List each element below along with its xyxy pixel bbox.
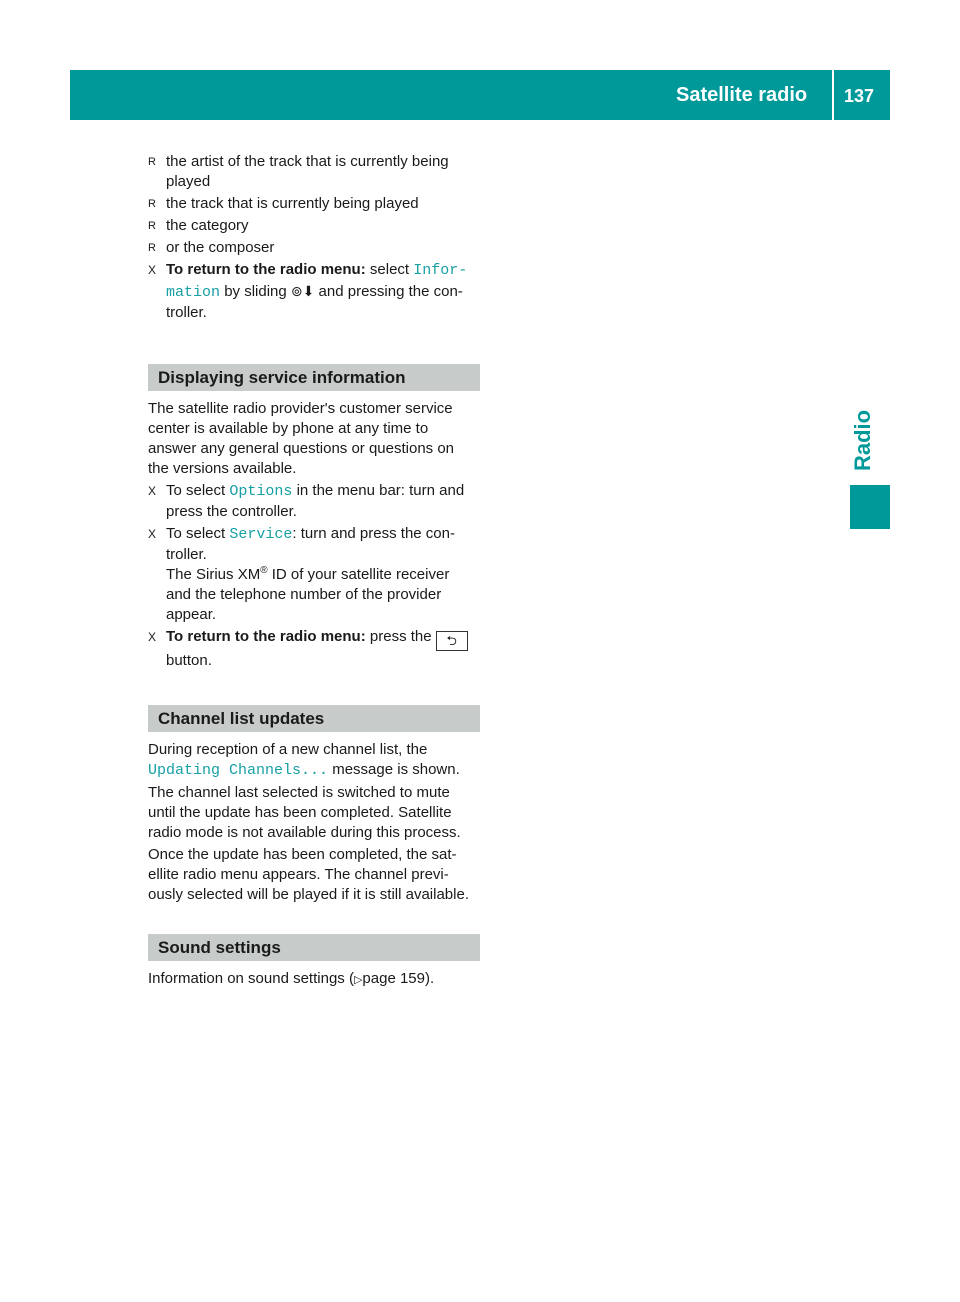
- step-text: troller.: [166, 546, 207, 563]
- side-tab-label: Radio: [850, 409, 875, 471]
- step-text: troller.: [166, 304, 207, 321]
- display-message-code: Updating Channels...: [148, 762, 329, 779]
- controller-slide-icon: ⊚⬇: [290, 283, 315, 299]
- step-return-to-radio-menu: [148, 627, 480, 671]
- paragraph-line: answer any general questions or questions on: [148, 440, 455, 457]
- list-item-text: played: [166, 173, 211, 190]
- menu-item-code: Options: [229, 483, 293, 500]
- step-text: button.: [166, 652, 212, 669]
- step-text: select: [369, 261, 410, 278]
- list-item: [148, 194, 480, 214]
- paragraph-line: ously selected will be played if it is still available.: [148, 886, 469, 903]
- step-text: The Sirius XM: [166, 566, 261, 583]
- paragraph: [148, 783, 480, 843]
- paragraph-line: until the update has been completed. Satellite: [148, 804, 452, 821]
- page-title: Satellite radio: [676, 84, 808, 106]
- menu-item-code: Service: [229, 526, 293, 543]
- menu-item-code: mation: [166, 284, 221, 301]
- paragraph-line: the versions available.: [148, 460, 297, 477]
- paragraph-line: radio mode is not available during this process.: [148, 824, 461, 841]
- section-sound-settings: [148, 934, 480, 992]
- step-select-service: [148, 524, 480, 625]
- step-text: by sliding: [224, 283, 287, 300]
- step-text: ID of your satellite receiver: [271, 566, 450, 583]
- section-heading: Channel list updates: [148, 705, 480, 732]
- registered-mark: ®: [260, 565, 268, 576]
- step-text: press the: [369, 628, 432, 645]
- step-text: appear.: [166, 606, 217, 623]
- step-text: and the telephone number of the provider: [166, 586, 442, 603]
- paragraph-line: The channel last selected is switched to mute: [148, 784, 450, 801]
- bullet-icon: R: [148, 220, 156, 232]
- step-text: To select: [166, 525, 226, 542]
- step-text: : turn and press the con-: [292, 525, 455, 542]
- section-channel-list-updates: [148, 705, 480, 907]
- page-reference-arrow-icon: ▷: [353, 974, 363, 986]
- step-arrow-icon: X: [148, 484, 157, 498]
- section-heading: Sound settings: [148, 934, 480, 961]
- menu-item-code: Infor-: [413, 262, 468, 279]
- step-arrow-icon: X: [148, 630, 157, 644]
- step-lead: To return to the radio menu:: [166, 628, 366, 645]
- intro-list: [148, 152, 480, 325]
- step-text: and pressing the con-: [318, 283, 463, 300]
- back-button-icon: ⮌: [436, 631, 468, 651]
- paragraph: [148, 845, 480, 905]
- section-heading: Displaying service information: [148, 364, 480, 391]
- paragraph-line: Information on sound settings (: [148, 970, 354, 987]
- list-item-text: the artist of the track that is currently being: [166, 153, 449, 170]
- paragraph-line: center is available by phone at any time to: [148, 420, 429, 437]
- header-divider: [832, 70, 834, 120]
- header-bar: [70, 70, 890, 120]
- step-arrow-icon: X: [148, 527, 157, 541]
- step-lead: To return to the radio menu:: [166, 261, 366, 278]
- bullet-icon: R: [148, 198, 156, 210]
- paragraph-line: The satellite radio provider's customer service: [148, 400, 453, 417]
- list-item: [148, 152, 480, 192]
- paragraph: [148, 740, 480, 781]
- step-text: press the controller.: [166, 503, 297, 520]
- paragraph-line: ellite radio menu appears. The channel previ-: [148, 866, 449, 883]
- page-reference-link[interactable]: page 159).: [362, 970, 435, 987]
- step-text: To select: [166, 482, 226, 499]
- list-item-text: the track that is currently being played: [166, 195, 419, 212]
- step-arrow-icon: X: [148, 263, 157, 277]
- paragraph: [148, 399, 480, 479]
- list-item-text: the category: [166, 217, 249, 234]
- bullet-icon: R: [148, 242, 156, 254]
- step-return-to-radio-menu: [148, 260, 480, 323]
- page-number: 137: [844, 86, 875, 106]
- section-service-information: [148, 364, 480, 673]
- paragraph-line: message is shown.: [332, 761, 460, 778]
- list-item: [148, 238, 480, 258]
- step-text: in the menu bar: turn and: [296, 482, 465, 499]
- list-item: [148, 216, 480, 236]
- paragraph: [148, 969, 480, 990]
- step-select-options: [148, 481, 480, 522]
- paragraph-line: Once the update has been completed, the sat-: [148, 846, 457, 863]
- side-tab-marker: [850, 485, 890, 529]
- list-item-text: or the composer: [166, 239, 275, 256]
- paragraph-line: During reception of a new channel list, the: [148, 741, 428, 758]
- bullet-icon: R: [148, 156, 156, 168]
